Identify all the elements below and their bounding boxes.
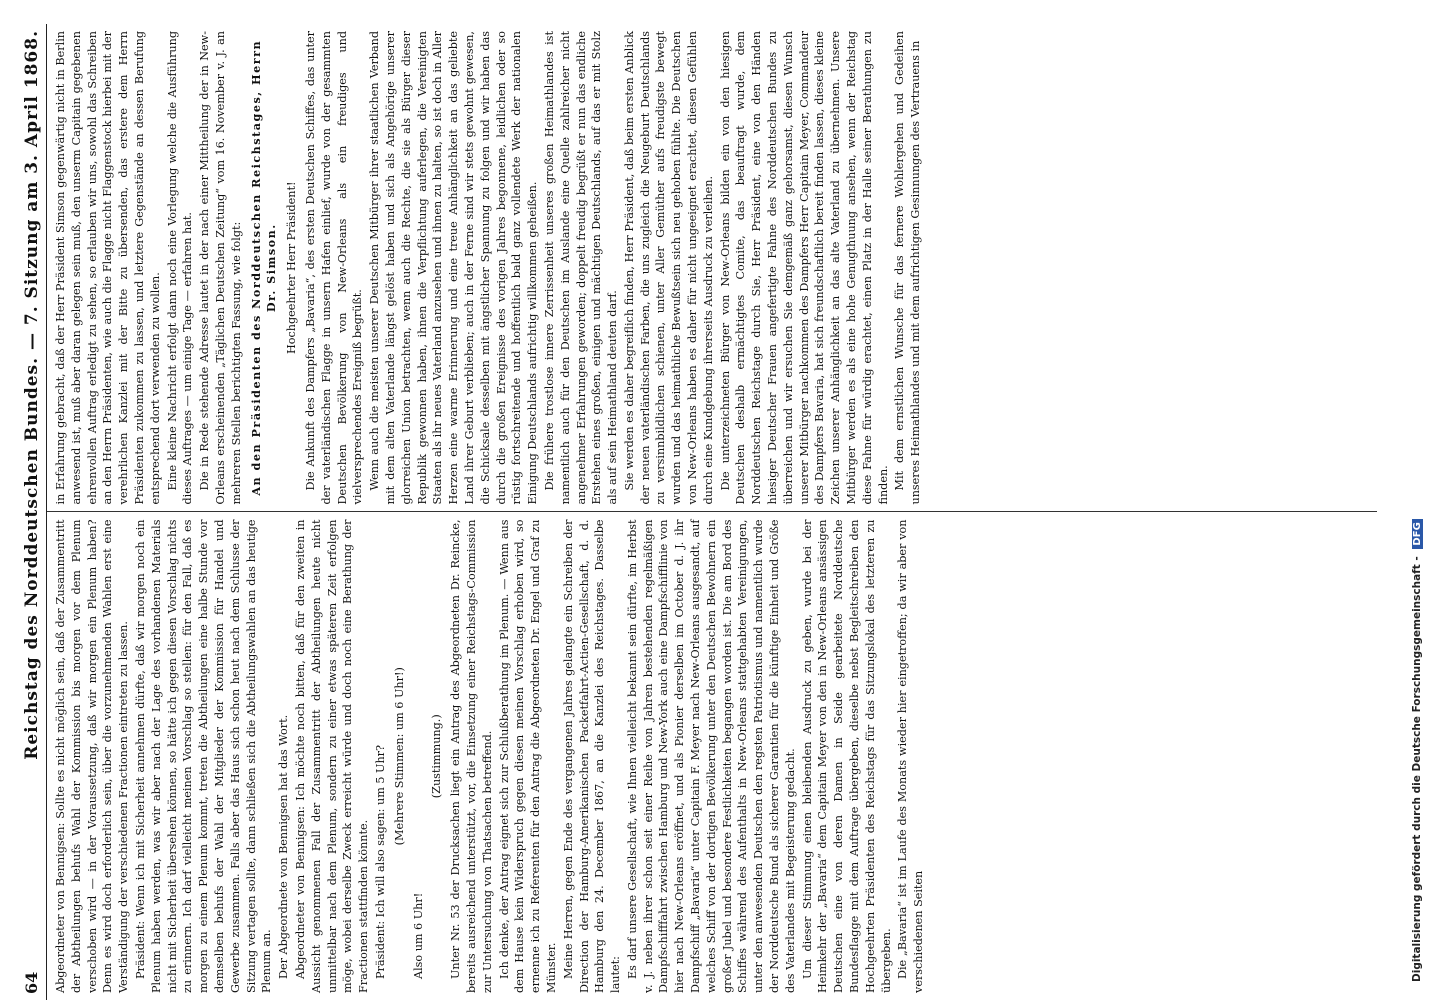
paragraph: Präsident: Wenn ich mit Sicherheit annehmen dürfte, daß wir morgen noch ein Plenum haben werden, was wir aber nach der Lage des vorhandenen Materials nicht mit Sicherheit übersehen können, so hätte ich gegen diesen Vorschlag nichts zu erinnern. Ich darf vielleicht meinen Vorschlag so stellen: für den Fall, daß es morgen zu einem Plenum kommt, treten die Abtheilungen eine halbe Stunde vor demselben behufs der Wahl der Mitglieder der Kommission für Handel und Gewerbe zusammen. Falls aber das Haus sich schon heut nach dem Schlusse der Sitzung vertagen sollte, dann schließen sich die Abtheilungswahlen an das heutige Plenum an. xyxy=(133,519,274,993)
paragraph: Unter Nr. 53 der Drucksachen liegt ein Antrag des Abgeordneten Dr. Reincke, bereits ausreichend unterstützt, vor, die Einsetzung einer Reichstags-Commission zur Untersuchung von Thatsachen betreffend. xyxy=(449,519,494,993)
paragraph: Es darf unsere Gesellschaft, wie Ihnen vielleicht bekannt sein dürfte, im Herbst v. J. neben ihrer schon seit einer Reihe von Jahren bestehenden regelmäßigen Dampfschifffahrt zwischen Hamburg und New-York auch eine Dampfschifflinie von hier nach New-Orleans eröffnet, und als Pionier derselben im October d. J. ihr Dampfschiff „Bavaria“ unter Capitain F. Meyer nach New-Orleans ausgesandt, auf welches Schiff von der dortigen Bevölkerung unter den Deutschen Bewohnern ein großer Jubel und besondere Festlichkeiten begangen worden ist. Die am Bord des Schiffes während des Aufenthalts in New-Orleans stattgehabten Vereinigungen, unter den anwesenden Deutschen den regsten Patriotismus und namentlich wurde der Norddeutsche Bund als sicherer Garantien für die künftige Einheit und Größe des Vaterlandes mit Begeisterung gedacht. xyxy=(625,519,797,993)
right-column xyxy=(47,24,1377,513)
running-header xyxy=(20,24,47,1000)
paragraph: Abgeordneter von Bennigsen: Sollte es nicht möglich sein, daß der Zusammentritt der Abtheilungen behufs Wahl der Kommission bis morgen vor dem Plenum verschoben wird — in der Voraussetzung, daß wir morgen ein Plenum haben? Denn es wird doch erforderlich sein, über die vorzunehmenden Wahlen erst eine Verständigung der verschiedenen Fractionen eintreten zu lassen. xyxy=(54,519,131,993)
paragraph: Die „Bavaria“ ist im Laufe des Monats wieder hier eingetroffen; da wir aber von verschiedenen Seiten xyxy=(896,519,926,993)
paragraph: Sie werden es daher begreiflich finden, Herr Präsident, daß beim ersten Anblick der neuen vaterländischen Farben, die uns zugleich die Neugeburt Deutschlands zu versinnbildlichen schienen, unter Aller Gemüther aufs freudigste bewegt wurden und das heimathliche Bewußtsein sich neu gehoben fühlte. Die Deutschen von New-Orleans haben es daher für nicht ungeeignet erachtet, diesen Gefühlen durch eine Kundgebung ihrerseits Ausdruck zu verleihen. xyxy=(622,31,715,505)
left-column xyxy=(47,513,1377,1000)
paragraph: Der Abgeordnete von Bennigsen hat das Wort. xyxy=(277,714,291,979)
paragraph: Ich denke, der Antrag eignet sich zur Schlußberathung im Plenum. — Wenn aus dem Hause kein Widerspruch gegen diesen meinen Vorschlag erhoben wird, so ernenne ich zu Referenten für den Antrag die Abgeordneten Dr. Engel und Graf zu Münster. xyxy=(497,519,558,993)
salutation: Hochgeehrter Herr Präsident! xyxy=(285,181,299,354)
paragraph: Um dieser Stimmung einen bleibenden Ausdruck zu geben, wurde bei der Heimkehr der „Bavaria“ dem Capitain Meyer von den in New-Orleans ansässigen Deutschen eine von deren Damen in Seide gearbeitete Norddeutsche Bundesflagge mit dem Auftrage übergeben, dieselbe nebst Begleitschreiben den Hochgeehrten Präsidenten des Reichstags für das Sitzungslokal des letzteren zu übergeben. xyxy=(800,519,893,993)
paragraph: Eine kleine Nachricht erfolgt dann noch eine Vorlegung welche die Ausführung dieses Auftrages — um einige Tage — erfahren hat. xyxy=(165,31,195,505)
interjection: (Zustimmung.) xyxy=(430,714,444,799)
credit-text: Digitalisierung gefördert durch die Deutsche Forschungsgemeinschaft - xyxy=(1411,556,1423,982)
paragraph: Also um 6 Uhr! xyxy=(411,892,425,979)
rotated-page xyxy=(20,24,1400,1000)
paragraph: Die in Rede stehende Adresse lautet in der nach einer Mittheilung der in New-Orleans erscheinenden „Täglichen Deutschen Zeitung“ vom 16. November v. J. an mehreren Stellen berichtigten Fassung, wie folgt: xyxy=(198,31,243,505)
text-columns xyxy=(47,24,1377,1000)
paragraph: Mit dem ernstlichen Wunsche für das fernere Wohlergehen und Gedeihen unseres Heimathlandes und mit dem aufrichtigen Gesinnungen des Vertrauens in xyxy=(893,31,923,505)
address-heading: An den Präsidenten des Norddeutschen Reichstages, Herrn Dr. Simson. xyxy=(248,39,279,496)
digitization-credit xyxy=(1408,0,1430,1000)
running-title: Reichstag des Norddeutschen Bundes. — 7. Sitzung am 3. April 1868. xyxy=(22,30,42,760)
paragraph: Wenn auch die meisten unserer Deutschen Mitbürger ihrer staatlichen Verband mit dem alten Vaterlande längst gelöst haben und sich als Angehörige unserer glorreichen Union betrachten, wenn auch die Rechte, die sie als Bürger dieser Republik gewonnen haben, ihnen die Verpflichtung auferlegen, die Vereinigten Staaten als ihr neues Vaterland anzusehen und ihnen zu halten, so ist doch in Aller Herzen eine warme Erinnerung und eine treue Anhänglichkeit an das geliebte Land ihrer Geburt verblieben; auch in der Ferne sind wir stets gewohnt gewesen, die Schicksale desselben mit ängstlicher Spannung zu folgen und wir haben das durch die großen Ereignisse des vorigen Jahres begonnene, leidlichen oder so rüstig fortschreitende und hoffentlich bald ganz vollendete Werk der nationalen Einigung Deutschlands aufrichtig willkommen geheißen. xyxy=(368,31,540,505)
paragraph: Präsident: Ich will also sagen: um 5 Uhr? xyxy=(373,744,387,979)
paragraph: Die unterzeichneten Bürger von New-Orleans bilden ein von den hiesigen Deutschen deshalb ermächtigtes Comite, das beauftragt wurde, dem Norddeutschen Reichstage durch Sie, Herr Präsident, eine von den Händen hiesiger Deutscher Frauen angefertigte Fahne des Norddeutschen Bundes zu überreichen und wir ersuchen Sie demgemäß ganz gehorsamst, diesen Wunsch unserer Mitbürger nachkommen des Dampfers Herr Capitain Meyer, Commandeur des Dampfers Bavaria, hat sich freundschaftlich bereit finden lassen, dieses kleine Zeichen unserer Anhänglichkeit an das alte Vaterland zu übernehmen. Unsere Mitbürger werden es als eine hohe Genugthuung ansehen, wenn der Reichstag diese Fahne für würdig erachtet, einen Platz in der Halle seiner Berathungen zu finden. xyxy=(718,31,890,505)
dfg-logo: DFG xyxy=(1412,519,1423,548)
interjection: (Mehrere Stimmen: um 6 Uhr!) xyxy=(392,667,406,846)
paragraph: Die frühere trostlose innere Zerrissenheit unseres großen Heimathlandes ist namentlich auch für den Deutschen im Auslande eine Quelle zahlreicher nicht angenehmer Erfahrungen geworden; doppelt freudig begrüßt er nun das endliche Erstehen eines großen, einigen und mächtigen Deutschlands, auf das er mit Stolz als auf sein Heimathland deuten darf. xyxy=(542,31,620,505)
page-number: 64 xyxy=(22,971,41,994)
paragraph: in Erfahrung gebracht, daß der Herr Präsident Simson gegenwärtig nicht in Berlin anwesend ist, muß aber daran gelegen sein muß, den unserm Capitain gegebenen ehrenvollen Auftrag erledigt zu sehen, so erlauben wir uns, sowohl das Schreiben an den Herrn Präsidenten, wie auch die Flagge nicht Flaggenstock hierbei mit der verehrlichen Kanzlei mit der Bitte zu übersenden, das erstere dem Herrn Präsidenten zukommen zu lassen, und letztere Gegenstände an dessen Berufung entsprechend dort verwenden zu wollen. xyxy=(54,31,162,505)
paragraph: Abgeordneter von Bennigsen: Ich möchte noch bitten, daß für den zweiten in Aussicht genommenen Fall der Zusammentritt der Abtheilungen heute nicht unmittelbar nach dem Plenum, sondern zu einer etwas späteren Zeit erfolgen möge, wobei derselbe Zweck erreicht würde und doch noch eine Berathung der Fractionen stattfinden könnte. xyxy=(293,519,371,993)
paragraph: Die Ankunft des Dampfers „Bavaria“, des ersten Deutschen Schiffes, das unter der vaterländischen Flagge in unsern Hafen einlief, wurde von der gesammten Deutschen Bevölkerung von New-Orleans als ein freudiges und vielversprechendes Ereigniß begrüßt. xyxy=(303,31,365,505)
paragraph: Meine Herren, gegen Ende des vergangenen Jahres gelangte ein Schreiben der Direction der Hamburg-Amerikanischen Packetfahrt-Actien-Gesellschaft, d. d. Hamburg den 24. December 1867, an die Kanzlei des Reichstages. Dasselbe lautet: xyxy=(561,519,623,993)
